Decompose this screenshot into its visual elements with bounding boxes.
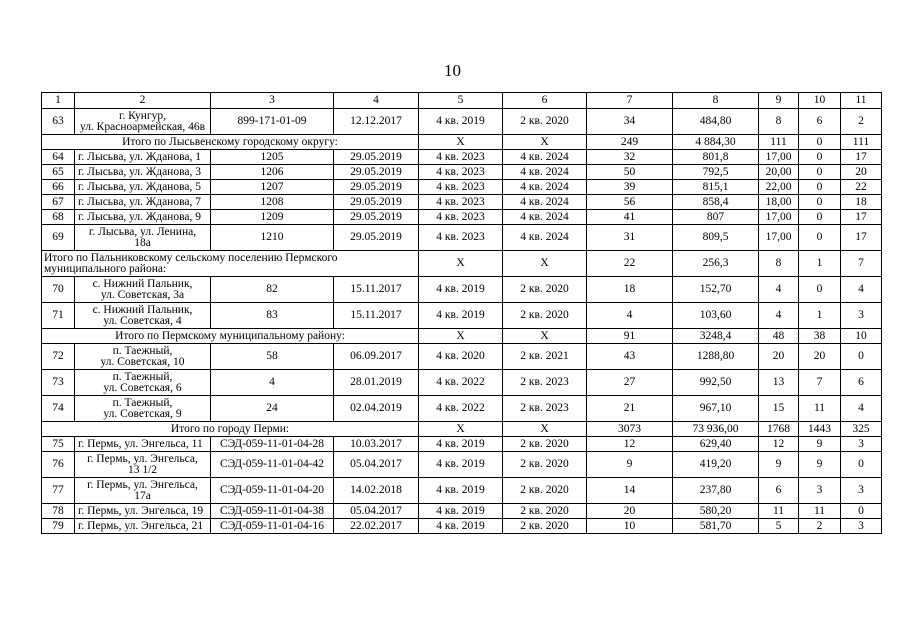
address-line: п. Таежный,	[112, 396, 173, 409]
document-number: 58	[211, 344, 334, 370]
area-value: 815,1	[673, 180, 759, 195]
address-cell	[75, 504, 211, 519]
residents-count: 18	[587, 277, 673, 303]
area-value: 580,20	[673, 504, 759, 519]
row-number: 63	[42, 109, 75, 135]
col-11-value: 17	[841, 210, 882, 225]
col-9-value: 11	[759, 504, 799, 519]
col-10-value: 1	[799, 303, 841, 329]
address-line: 13 1/2	[127, 463, 158, 476]
document-number: 1210	[211, 225, 334, 251]
row-number: 78	[42, 504, 75, 519]
address-line: с. Нижний Пальник,	[92, 303, 193, 316]
address-cell	[75, 370, 211, 396]
document-number: СЭД-059-11-01-04-20	[211, 478, 334, 504]
address-line: п. Таежный,	[112, 370, 173, 383]
planned-period: 4 кв. 2022	[419, 370, 503, 396]
subtotal-col-8: 256,3	[673, 251, 759, 277]
address-line: ул. Советская, 6	[103, 381, 182, 394]
document-number: 24	[211, 396, 334, 422]
document-number: 1209	[211, 210, 334, 225]
col-11-value: 0	[841, 452, 882, 478]
table-row	[42, 303, 882, 329]
table-row	[42, 165, 882, 180]
row-number: 75	[42, 437, 75, 452]
area-value: 419,20	[673, 452, 759, 478]
subtotal-col-11: 10	[841, 329, 882, 344]
completion-period: 2 кв. 2020	[503, 452, 587, 478]
row-number: 74	[42, 396, 75, 422]
subtotal-col-6: X	[503, 135, 587, 150]
residents-count: 10	[587, 519, 673, 534]
planned-period: 4 кв. 2023	[419, 165, 503, 180]
col-9-value: 17,00	[759, 210, 799, 225]
row-number: 79	[42, 519, 75, 534]
subtotal-col-10: 1	[799, 251, 841, 277]
table-row	[42, 437, 882, 452]
subtotal-col-9: 48	[759, 329, 799, 344]
col-11-value: 18	[841, 195, 882, 210]
document-number: 899-171-01-09	[211, 109, 334, 135]
row-number: 73	[42, 370, 75, 396]
header-cell: 3	[211, 93, 334, 109]
row-number: 76	[42, 452, 75, 478]
table-body	[42, 93, 882, 534]
completion-period: 4 кв. 2024	[503, 225, 587, 251]
document-number: 82	[211, 277, 334, 303]
col-10-value: 3	[799, 478, 841, 504]
subtotal-col-5: X	[419, 135, 503, 150]
table-row	[42, 109, 882, 135]
address-line: г. Пермь, ул. Энгельса, 11	[78, 437, 203, 450]
completion-period: 2 кв. 2020	[503, 478, 587, 504]
subtotal-col-5: X	[419, 329, 503, 344]
completion-period: 4 кв. 2024	[503, 165, 587, 180]
subtotal-col-7: 249	[587, 135, 673, 150]
document-date: 12.12.2017	[334, 109, 419, 135]
table-row	[42, 180, 882, 195]
document-date: 29.05.2019	[334, 165, 419, 180]
header-cell: 9	[759, 93, 799, 109]
address-line: г. Пермь, ул. Энгельса,	[87, 478, 198, 491]
document-number: 1205	[211, 150, 334, 165]
page-number: 10	[444, 61, 461, 80]
table-row	[42, 150, 882, 165]
col-10-value: 9	[799, 452, 841, 478]
row-number: 68	[42, 210, 75, 225]
col-11-value: 3	[841, 519, 882, 534]
col-9-value: 17,00	[759, 225, 799, 251]
area-value: 629,40	[673, 437, 759, 452]
address-line: г. Лысьва, ул. Жданова, 1	[78, 150, 201, 163]
document-number: 4	[211, 370, 334, 396]
planned-period: 4 кв. 2022	[419, 396, 503, 422]
residents-count: 32	[587, 150, 673, 165]
subtotal-row	[42, 135, 882, 150]
planned-period: 4 кв. 2019	[419, 519, 503, 534]
subtotal-row	[42, 251, 882, 277]
address-line: ул. Красноармейская, 46в	[79, 120, 206, 133]
area-value: 237,80	[673, 478, 759, 504]
col-11-value: 4	[841, 277, 882, 303]
area-value: 967,10	[673, 396, 759, 422]
col-9-value: 18,00	[759, 195, 799, 210]
residents-count: 12	[587, 437, 673, 452]
subtotal-col-7: 3073	[587, 422, 673, 437]
address-cell	[75, 303, 211, 329]
subtotal-col-9: 1768	[759, 422, 799, 437]
subtotal-col-7: 22	[587, 251, 673, 277]
subtotal-col-10: 38	[799, 329, 841, 344]
col-11-value: 4	[841, 396, 882, 422]
col-11-value: 20	[841, 165, 882, 180]
address-cell	[75, 478, 211, 504]
address-line: ул. Советская, 3а	[100, 288, 185, 301]
document-number: СЭД-059-11-01-04-16	[211, 519, 334, 534]
row-number: 66	[42, 180, 75, 195]
col-11-value: 6	[841, 370, 882, 396]
document-date: 15.11.2017	[334, 277, 419, 303]
document-number: 1208	[211, 195, 334, 210]
address-cell	[75, 396, 211, 422]
col-9-value: 22,00	[759, 180, 799, 195]
residents-count: 56	[587, 195, 673, 210]
document-date: 14.02.2018	[334, 478, 419, 504]
residents-count: 4	[587, 303, 673, 329]
completion-period: 2 кв. 2020	[503, 109, 587, 135]
col-11-value: 3	[841, 303, 882, 329]
subtotal-col-10: 1443	[799, 422, 841, 437]
planned-period: 4 кв. 2023	[419, 195, 503, 210]
completion-period: 2 кв. 2020	[503, 277, 587, 303]
table-row	[42, 277, 882, 303]
address-line: г. Лысьва, ул. Жданова, 9	[78, 210, 201, 223]
col-11-value: 17	[841, 225, 882, 251]
area-value: 809,5	[673, 225, 759, 251]
residents-count: 41	[587, 210, 673, 225]
completion-period: 4 кв. 2024	[503, 180, 587, 195]
col-10-value: 0	[799, 225, 841, 251]
table-row	[42, 370, 882, 396]
subtotal-col-7: 91	[587, 329, 673, 344]
residents-count: 39	[587, 180, 673, 195]
document-number: 1206	[211, 165, 334, 180]
address-line: г. Лысьва, ул. Жданова, 5	[78, 180, 201, 193]
planned-period: 4 кв. 2020	[419, 344, 503, 370]
address-line: 17а	[134, 489, 151, 502]
address-line: г. Лысьва, ул. Жданова, 7	[78, 195, 201, 208]
address-line: г. Кунгур,	[119, 109, 166, 122]
area-value: 992,50	[673, 370, 759, 396]
area-value: 484,80	[673, 109, 759, 135]
table-row	[42, 195, 882, 210]
header-cell: 5	[419, 93, 503, 109]
document-number: 83	[211, 303, 334, 329]
subtotal-col-6: X	[503, 251, 587, 277]
table-row	[42, 225, 882, 251]
completion-period: 2 кв. 2020	[503, 519, 587, 534]
completion-period: 2 кв. 2020	[503, 303, 587, 329]
header-cell: 8	[673, 93, 759, 109]
residents-count: 43	[587, 344, 673, 370]
row-number: 65	[42, 165, 75, 180]
completion-period: 2 кв. 2023	[503, 370, 587, 396]
address-cell	[75, 109, 211, 135]
col-9-value: 12	[759, 437, 799, 452]
data-table	[41, 92, 882, 534]
row-number: 64	[42, 150, 75, 165]
row-number: 72	[42, 344, 75, 370]
header-cell: 11	[841, 93, 882, 109]
address-cell	[75, 150, 211, 165]
residents-count: 9	[587, 452, 673, 478]
residents-count: 31	[587, 225, 673, 251]
residents-count: 21	[587, 396, 673, 422]
address-line: 18а	[134, 236, 151, 249]
planned-period: 4 кв. 2023	[419, 180, 503, 195]
address-line: г. Лысьва, ул. Жданова, 3	[78, 165, 201, 178]
col-11-value: 3	[841, 437, 882, 452]
subtotal-col-5: X	[419, 251, 503, 277]
col-10-value: 0	[799, 180, 841, 195]
document-date: 22.02.2017	[334, 519, 419, 534]
address-cell	[75, 225, 211, 251]
table-row	[42, 504, 882, 519]
subtotal-col-5: X	[419, 422, 503, 437]
subtotal-col-11: 111	[841, 135, 882, 150]
col-9-value: 20,00	[759, 165, 799, 180]
col-10-value: 0	[799, 210, 841, 225]
completion-period: 4 кв. 2024	[503, 210, 587, 225]
completion-period: 4 кв. 2024	[503, 195, 587, 210]
col-10-value: 0	[799, 165, 841, 180]
residents-count: 27	[587, 370, 673, 396]
document-date: 06.09.2017	[334, 344, 419, 370]
document-number: СЭД-059-11-01-04-28	[211, 437, 334, 452]
col-11-value: 17	[841, 150, 882, 165]
col-9-value: 13	[759, 370, 799, 396]
col-9-value: 4	[759, 277, 799, 303]
planned-period: 4 кв. 2019	[419, 504, 503, 519]
col-11-value: 22	[841, 180, 882, 195]
col-10-value: 0	[799, 277, 841, 303]
row-number: 69	[42, 225, 75, 251]
subtotal-col-11: 7	[841, 251, 882, 277]
table-row	[42, 452, 882, 478]
address-line: с. Нижний Пальник,	[92, 277, 193, 290]
col-10-value: 20	[799, 344, 841, 370]
address-cell	[75, 519, 211, 534]
planned-period: 4 кв. 2019	[419, 277, 503, 303]
address-cell	[75, 437, 211, 452]
planned-period: 4 кв. 2019	[419, 478, 503, 504]
subtotal-col-11: 325	[841, 422, 882, 437]
row-number: 70	[42, 277, 75, 303]
residents-count: 50	[587, 165, 673, 180]
area-value: 801,8	[673, 150, 759, 165]
area-value: 858,4	[673, 195, 759, 210]
col-9-value: 6	[759, 478, 799, 504]
col-10-value: 6	[799, 109, 841, 135]
row-number: 71	[42, 303, 75, 329]
planned-period: 4 кв. 2023	[419, 225, 503, 251]
subtotal-label: Итого по Пермскому муниципальному району:	[42, 329, 419, 344]
subtotal-row	[42, 329, 882, 344]
address-cell	[75, 195, 211, 210]
planned-period: 4 кв. 2019	[419, 437, 503, 452]
address-cell	[75, 277, 211, 303]
col-11-value: 0	[841, 344, 882, 370]
address-cell	[75, 165, 211, 180]
subtotal-label: Итого по Лысьвенскому городскому округу:	[42, 135, 419, 150]
document-date: 10.03.2017	[334, 437, 419, 452]
address-line: г. Пермь, ул. Энгельса, 21	[78, 519, 204, 532]
planned-period: 4 кв. 2023	[419, 150, 503, 165]
col-9-value: 9	[759, 452, 799, 478]
document-date: 29.05.2019	[334, 180, 419, 195]
address-cell	[75, 452, 211, 478]
residents-count: 14	[587, 478, 673, 504]
residents-count: 34	[587, 109, 673, 135]
subtotal-col-8: 4 884,30	[673, 135, 759, 150]
col-10-value: 11	[799, 504, 841, 519]
address-line: ул. Советская, 9	[103, 407, 182, 420]
table-row	[42, 519, 882, 534]
table-row	[42, 210, 882, 225]
completion-period: 2 кв. 2020	[503, 504, 587, 519]
area-value: 1288,80	[673, 344, 759, 370]
header-cell: 10	[799, 93, 841, 109]
document-date: 29.05.2019	[334, 195, 419, 210]
planned-period: 4 кв. 2019	[419, 452, 503, 478]
completion-period: 2 кв. 2023	[503, 396, 587, 422]
header-cell: 4	[334, 93, 419, 109]
document-date: 15.11.2017	[334, 303, 419, 329]
subtotal-col-8: 73 936,00	[673, 422, 759, 437]
subtotal-col-9: 111	[759, 135, 799, 150]
col-9-value: 5	[759, 519, 799, 534]
col-9-value: 20	[759, 344, 799, 370]
col-10-value: 0	[799, 195, 841, 210]
col-9-value: 15	[759, 396, 799, 422]
area-value: 581,70	[673, 519, 759, 534]
address-line: ул. Советская, 4	[103, 314, 182, 327]
document-date: 02.04.2019	[334, 396, 419, 422]
col-11-value: 3	[841, 478, 882, 504]
col-10-value: 2	[799, 519, 841, 534]
table-row	[42, 396, 882, 422]
table-row	[42, 478, 882, 504]
address-line: ул. Советская, 10	[100, 355, 185, 368]
subtotal-col-6: X	[503, 422, 587, 437]
col-10-value: 11	[799, 396, 841, 422]
area-value: 807	[673, 210, 759, 225]
completion-period: 4 кв. 2024	[503, 150, 587, 165]
col-11-value: 2	[841, 109, 882, 135]
document-date: 28.01.2019	[334, 370, 419, 396]
completion-period: 2 кв. 2020	[503, 437, 587, 452]
subtotal-col-9: 8	[759, 251, 799, 277]
address-line: п. Таежный,	[112, 344, 173, 357]
completion-period: 2 кв. 2021	[503, 344, 587, 370]
subtotal-row	[42, 422, 882, 437]
col-9-value: 8	[759, 109, 799, 135]
address-line: г. Лысьва, ул. Ленина,	[88, 225, 197, 238]
header-cell: 7	[587, 93, 673, 109]
header-row	[42, 93, 882, 109]
residents-count: 20	[587, 504, 673, 519]
document-date: 29.05.2019	[334, 150, 419, 165]
subtotal-col-10: 0	[799, 135, 841, 150]
area-value: 792,5	[673, 165, 759, 180]
subtotal-label: Итого по Пальниковскому сельскому поселению Пермского муниципального района:	[42, 251, 419, 277]
col-10-value: 7	[799, 370, 841, 396]
planned-period: 4 кв. 2019	[419, 303, 503, 329]
planned-period: 4 кв. 2023	[419, 210, 503, 225]
area-value: 152,70	[673, 277, 759, 303]
address-line: г. Пермь, ул. Энгельса,	[87, 452, 198, 465]
header-cell: 1	[42, 93, 75, 109]
document-date: 29.05.2019	[334, 225, 419, 251]
address-cell	[75, 344, 211, 370]
document-date: 29.05.2019	[334, 210, 419, 225]
row-number: 67	[42, 195, 75, 210]
address-cell	[75, 180, 211, 195]
address-line: г. Пермь, ул. Энгельса, 19	[78, 504, 204, 517]
planned-period: 4 кв. 2019	[419, 109, 503, 135]
document-date: 05.04.2017	[334, 504, 419, 519]
document-number: 1207	[211, 180, 334, 195]
document-date: 05.04.2017	[334, 452, 419, 478]
address-cell	[75, 210, 211, 225]
row-number: 77	[42, 478, 75, 504]
col-9-value: 4	[759, 303, 799, 329]
subtotal-col-6: X	[503, 329, 587, 344]
header-cell: 2	[75, 93, 211, 109]
document-number: СЭД-059-11-01-04-38	[211, 504, 334, 519]
subtotal-col-8: 3248,4	[673, 329, 759, 344]
col-11-value: 0	[841, 504, 882, 519]
subtotal-label: Итого по городу Перми:	[42, 422, 419, 437]
table-row	[42, 344, 882, 370]
col-10-value: 0	[799, 150, 841, 165]
col-10-value: 9	[799, 437, 841, 452]
col-9-value: 17,00	[759, 150, 799, 165]
document-number: СЭД-059-11-01-04-42	[211, 452, 334, 478]
header-cell: 6	[503, 93, 587, 109]
area-value: 103,60	[673, 303, 759, 329]
